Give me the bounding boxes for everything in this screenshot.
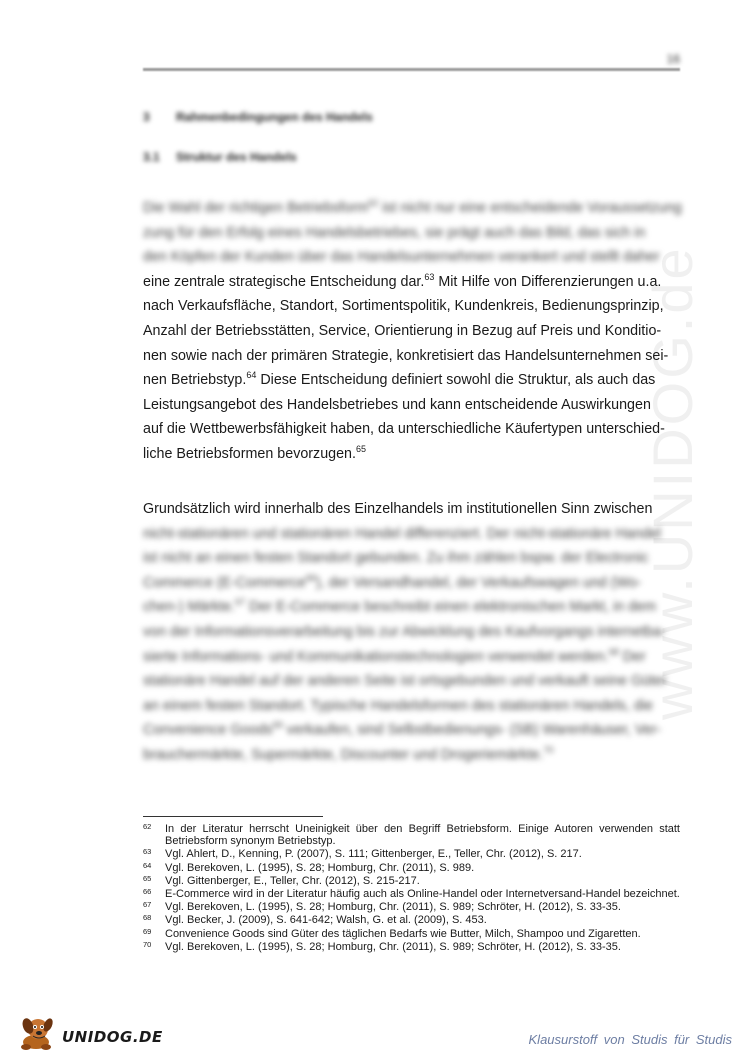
footnote-text: Vgl. Berekoven, L. (1995), S. 28; Homburg, Chr. (2011), S. 989; Schröter, H. (2012), S. 33-35.	[165, 940, 621, 953]
footnote-ref: 64	[246, 370, 257, 381]
paragraph-line: sierte Informations- und Kommunikationstechnologien verwendet werden.$^{68}$ Der	[143, 646, 646, 665]
paragraph-line: Commerce (E-Commerce$^{66}$), der Versandhandel, der Verkaufswagen und (Wo-	[143, 572, 642, 591]
footnote-ref: 69	[272, 720, 283, 731]
paragraph-line: liche Betriebsformen bevorzugen.$^{65}$	[143, 443, 366, 462]
footnote	[143, 875, 680, 887]
paragraph-line: den Köpfen der Kunden über das Handelsunternehmen verankert und stellt daher	[143, 249, 660, 266]
footnote-text: Convenience Goods sind Güter des täglichen Bedarfs wie Butter, Milch, Shampoo und Zigaretten.	[165, 927, 641, 940]
paragraph-line: stationäre Handel auf der anderen Seite ist ortsgebunden und verkauft seine Güter	[143, 673, 667, 690]
footnote-rule	[143, 816, 323, 817]
footnote-number: 62	[143, 822, 152, 831]
footnote-text: Vgl. Ahlert, D., Kenning, P. (2007), S. 111; Gittenberger, E., Teller, Chr. (2012), S. 217.	[165, 848, 582, 861]
chapter-number: 3	[143, 110, 150, 124]
paragraph-line: zung für den Erfolg eines Handelsbetriebes, sie prägt auch das Bild, das sich in	[143, 224, 646, 241]
footnote	[143, 888, 680, 900]
footnote	[143, 862, 680, 874]
footnote-number: 67	[143, 900, 152, 910]
footnote-ref: 62	[368, 198, 379, 208]
paragraph-line: nach Verkaufsfläche, Standort, Sortimentspolitik, Kundenkreis, Bedienungsprinzip,	[143, 298, 664, 315]
footnote-text: In der Literatur herrscht Uneinigkeit über den Begriff Betriebsform. Einige Autoren verwenden statt Betriebsform synonym Betriebstyp.	[165, 823, 680, 848]
section-number: 3.1	[143, 150, 160, 164]
paragraph-line: nen Betriebstyp.$^{64}$ Diese Entscheidung definiert sowohl die Struktur, als auch das	[143, 370, 656, 389]
chapter-heading	[143, 110, 373, 124]
header-rule	[143, 68, 680, 71]
footnote-ref: 63	[424, 271, 435, 282]
footnote-text: E-Commerce wird in der Literatur häufig auch als Online-Handel oder Internetversand-Handel bezeichnet.	[165, 888, 680, 901]
footnote-number: 64	[143, 860, 152, 870]
footnote-ref: 70	[543, 744, 554, 755]
paragraph-line: ist nicht an einen festen Standort gebunden. Zu ihm zählen bspw. der Electronic	[143, 550, 649, 567]
paragraph-line: Convenience Goods$^{69}$ verkaufen, sind Selbstbedienungs- (SB) Warenhäuser, Ver-	[143, 720, 662, 739]
footnote	[143, 901, 680, 913]
paragraph-line: Anzahl der Betriebsstätten, Service, Orientierung in Bezug auf Preis und Konditio-	[143, 322, 662, 339]
paragraph-line: eine zentrale strategische Entscheidung dar.$^{63}$ Mit Hilfe von Differenzierungen u.a.	[143, 271, 662, 290]
footnote-ref: 66	[305, 572, 316, 583]
section-title: Struktur des Handels	[176, 150, 297, 164]
footnote-text: Vgl. Berekoven, L. (1995), S. 28; Homburg, Chr. (2011), S. 989.	[165, 861, 475, 874]
footnote-ref: 67	[235, 597, 246, 608]
paragraph-line: Die Wahl der richtigen Betriebsform$^{62}$ ist nicht nur eine entscheidende Voraussetzung	[143, 198, 682, 216]
paragraph-1	[143, 196, 680, 467]
footnote	[143, 823, 680, 847]
page-number: 16	[666, 52, 680, 66]
unidog-logo[interactable]	[14, 1012, 164, 1052]
footnote-text: Vgl. Gittenberger, E., Teller, Chr. (2012), S. 215-217.	[165, 874, 420, 887]
footnote-number: 69	[143, 926, 152, 936]
paragraph-line: Leistungsangebot des Handelsbetriebes und kann entscheidende Auswirkungen	[143, 396, 651, 413]
paragraph-2	[143, 497, 680, 768]
footnote-ref: 65	[355, 443, 366, 454]
footnote-number: 68	[143, 913, 152, 923]
paragraph-line: Grundsätzlich wird innerhalb des Einzelhandels im institutionellen Sinn zwischen	[143, 501, 653, 517]
paragraph-line: nen sowie nach der primären Strategie, konkretisiert das Handelsunternehmen sei-	[143, 347, 669, 364]
watermark: www.UNIDOG.de	[641, 245, 704, 720]
footnotes	[143, 823, 680, 954]
section-heading	[143, 150, 297, 164]
paragraph-line: nicht-stationären und stationären Handel differenziert. Der nicht-stationäre Handel	[143, 525, 661, 542]
footnote-number: 63	[143, 847, 152, 857]
footnote-text: Vgl. Berekoven, L. (1995), S. 28; Homburg, Chr. (2011), S. 989; Schröter, H. (2012), S. 33-35.	[165, 901, 621, 914]
footnote	[143, 941, 680, 953]
paragraph-line: brauchermärkte, Supermärkte, Discounter und Drogeriemärkte.$^{70}$	[143, 744, 554, 763]
footnote	[143, 914, 680, 926]
paragraph-line: an einem festen Standort. Typische Handelsformen des stationären Handels, die	[143, 697, 653, 714]
paragraph-line: chen-) Märkte.$^{67}$ Der E-Commerce beschreibt einen elektronischen Markt, in dem	[143, 597, 656, 616]
footnote-text: Vgl. Becker, J. (2009), S. 641-642; Walsh, G. et al. (2009), S. 453.	[165, 914, 487, 927]
footnote-number: 66	[143, 887, 152, 897]
paragraph-line: auf die Wettbewerbsfähigkeit haben, da unterschiedliche Käufertypen unterschied-	[143, 421, 665, 438]
chapter-title: Rahmenbedingungen des Handels	[176, 110, 373, 124]
footnote	[143, 848, 680, 860]
footnote-ref: 68	[608, 646, 619, 657]
footer-tagline: Klausurstoff von Studis für Studis	[528, 1032, 732, 1047]
footnote-number: 70	[143, 939, 152, 949]
footnote	[143, 928, 680, 940]
paragraph-line: von der Informationsverarbeitung bis zur Abwicklung des Kaufvorgangs internetba-	[143, 623, 666, 640]
logo-text: UNIDOG.DE	[62, 1028, 163, 1046]
dog-mascot-icon	[14, 1012, 60, 1052]
footnote-number: 65	[143, 873, 152, 883]
